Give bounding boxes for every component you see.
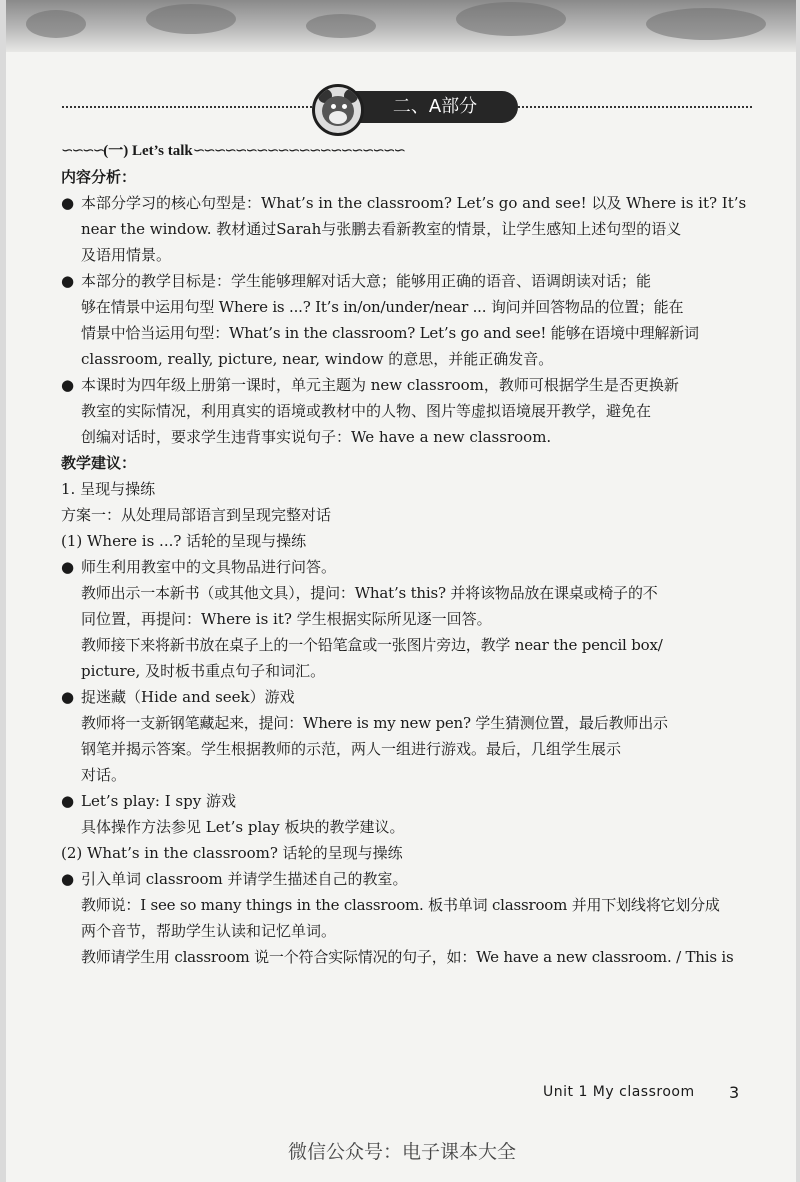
section-badge: 二、A部分 (324, 91, 518, 123)
bullet-icon: ● (61, 792, 75, 810)
book-page (6, 0, 796, 1182)
text-line: 本部分的教学目标是：学生能够理解对话大意；能够用正确的语音、语调朗读对话；能 (81, 272, 652, 290)
text-line: 及语用情景。 (81, 246, 172, 264)
bullet-item (61, 554, 751, 580)
text-line: 引入单词 classroom 并请学生描述自己的教室。 (81, 870, 408, 888)
page-content (61, 138, 751, 970)
text-line: 教师出示一本新书（或其他文具），提问：What’s this? 并将该物品放在课桌或椅子的不 (81, 584, 658, 602)
text-line: 两个音节，帮助学生认读和记忆单词。 (81, 922, 337, 940)
text-line: classroom, really, picture, near, window 的意思，并能正确发音。 (81, 350, 554, 368)
wave-ornament-right: ∽∽∽∽∽∽∽∽∽∽∽∽∽∽∽∽∽∽∽∽ (192, 143, 405, 159)
top-decorative-banner (6, 0, 796, 52)
text-line: 对话。 (81, 766, 127, 784)
bear-mascot-icon (312, 84, 364, 136)
text-line: 创编对话时，要求学生违背事实说句子：We have a new classroom. (81, 428, 552, 446)
bullet-item (61, 684, 751, 710)
text-line: 教师说：I see so many things in the classroom. 板书单词 classroom 并用下划线将它划分成 (81, 896, 720, 914)
text-line: 捉迷藏（Hide and seek）游戏 (81, 688, 295, 706)
text-line: 够在情景中运用句型 Where is ...? It’s in/on/under/near ... 询问并回答物品的位置；能在 (81, 298, 684, 316)
lesson-heading (61, 138, 751, 164)
watermark: 微信公众号：电子课本大全 (288, 1141, 517, 1163)
lesson-title: (一) Let’s talk (103, 143, 193, 159)
text-line: 教室的实际情况，利用真实的语境或教材中的人物、图片等虚拟语境展开教学，避免在 (81, 402, 652, 420)
bullet-icon: ● (61, 272, 75, 290)
bullet-item (61, 788, 751, 814)
text-line: 本课时为四年级上册第一课时，单元主题为 new classroom，教师可根据学生是否更换新 (81, 376, 679, 394)
text-line: 本部分学习的核心句型是：What’s in the classroom? Let’s go and see! 以及 Where is it? It’s (81, 194, 747, 212)
bullet-icon: ● (61, 870, 75, 888)
analysis-item-1 (61, 190, 751, 268)
text-line: picture, 及时板书重点句子和词汇。 (81, 662, 326, 680)
text-line: Let’s play: I spy 游戏 (81, 792, 236, 810)
step-heading: 1. 呈现与操练 (61, 480, 156, 498)
bullet-icon: ● (61, 376, 75, 394)
bullet-item (61, 866, 751, 892)
text-line: near the window. 教材通过Sarah与张鹏去看新教室的情景，让学生感知上述句型的语义 (81, 220, 682, 238)
text-line: 具体操作方法参见 Let’s play 板块的教学建议。 (81, 818, 405, 836)
page-number: 3 (729, 1083, 740, 1102)
text-line: 钢笔并揭示答案。学生根据教师的示范，两人一组进行游戏。最后，几组学生展示 (81, 740, 622, 758)
wave-ornament-left: ∽∽∽∽ (61, 143, 104, 159)
teaching-heading: 教学建议： (61, 454, 137, 472)
footer-unit-label: Unit 1 My classroom (543, 1084, 695, 1100)
part-heading: (2) What’s in the classroom? 话轮的呈现与操练 (61, 844, 403, 862)
section-header (62, 84, 752, 130)
content-analysis-heading: 内容分析： (61, 168, 137, 186)
bullet-icon: ● (61, 558, 75, 576)
text-line: 情景中恰当运用句型：What’s in the classroom? Let’s go and see! 能够在语境中理解新词 (81, 324, 699, 342)
bullet-icon: ● (61, 688, 75, 706)
text-line: 教师将一支新钢笔藏起来，提问：Where is my new pen? 学生猜测位置，最后教师出示 (81, 714, 668, 732)
plan-heading: 方案一：从处理局部语言到呈现完整对话 (61, 506, 332, 524)
text-line: 同位置，再提问：Where is it? 学生根据实际所见逐一回答。 (81, 610, 492, 628)
bullet-icon: ● (61, 194, 75, 212)
text-line: 教师接下来将新书放在桌子上的一个铅笔盒或一张图片旁边，教学 near the pencil box/ (81, 636, 663, 654)
analysis-item-3 (61, 372, 751, 450)
text-line: 教师请学生用 classroom 说一个符合实际情况的句子，如：We have a new classroom. / This is (81, 948, 734, 966)
analysis-item-2 (61, 268, 751, 372)
part-heading: (1) Where is ...? 话轮的呈现与操练 (61, 532, 307, 550)
text-line: 师生利用教室中的文具物品进行问答。 (81, 558, 337, 576)
